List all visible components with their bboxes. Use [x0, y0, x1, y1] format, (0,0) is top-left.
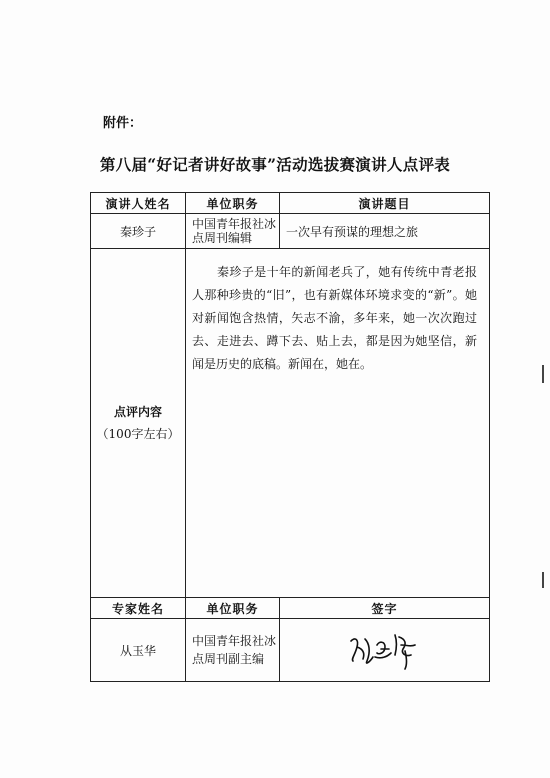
comment-row — [91, 249, 490, 598]
comment-text: 秦珍子是十年的新闻老兵了，她有传统中青老报人那种珍贵的“旧”，也有新媒体环境求变的“新”。她对新闻饱含热情，矢志不渝，多年来，她一次次跑过去、走进去、蹲下去、贴上去，都是因为她坚信，新闻是历史的底稿。新闻在，她在。 — [186, 249, 490, 598]
expert-unit-position: 中国青年报社冰点周刊副主编 — [186, 619, 280, 682]
header-expert-unit-position: 单位职务 — [186, 598, 280, 619]
comment-label-cell — [91, 249, 186, 598]
header-row — [91, 193, 490, 214]
speech-topic: 一次早有预谋的理想之旅 — [280, 214, 490, 249]
expert-row — [91, 619, 490, 682]
comment-label: 点评内容 — [113, 405, 162, 419]
header-signature: 签字 — [280, 598, 490, 619]
speaker-unit-position: 中国青年报社冰点周刊编辑 — [186, 214, 280, 249]
signature-cell — [280, 619, 490, 682]
attachment-label: 附件： — [103, 116, 143, 131]
expert-header-row — [91, 598, 490, 619]
scan-edge-mark — [542, 572, 544, 588]
speaker-row — [91, 214, 490, 249]
header-expert-name: 专家姓名 — [91, 598, 186, 619]
scan-edge-mark — [542, 365, 544, 383]
speaker-name: 秦珍子 — [91, 214, 186, 249]
header-speech-topic: 演讲题目 — [280, 193, 490, 214]
expert-name: 从玉华 — [91, 619, 186, 682]
comment-sublabel: （100字左右） — [96, 427, 180, 441]
handwritten-signature — [345, 627, 425, 671]
form-title: 第八届“好记者讲好故事”活动选拔赛演讲人点评表 — [99, 155, 451, 174]
header-unit-position: 单位职务 — [186, 193, 280, 214]
evaluation-table — [90, 192, 490, 682]
header-speaker-name: 演讲人姓名 — [91, 193, 186, 214]
